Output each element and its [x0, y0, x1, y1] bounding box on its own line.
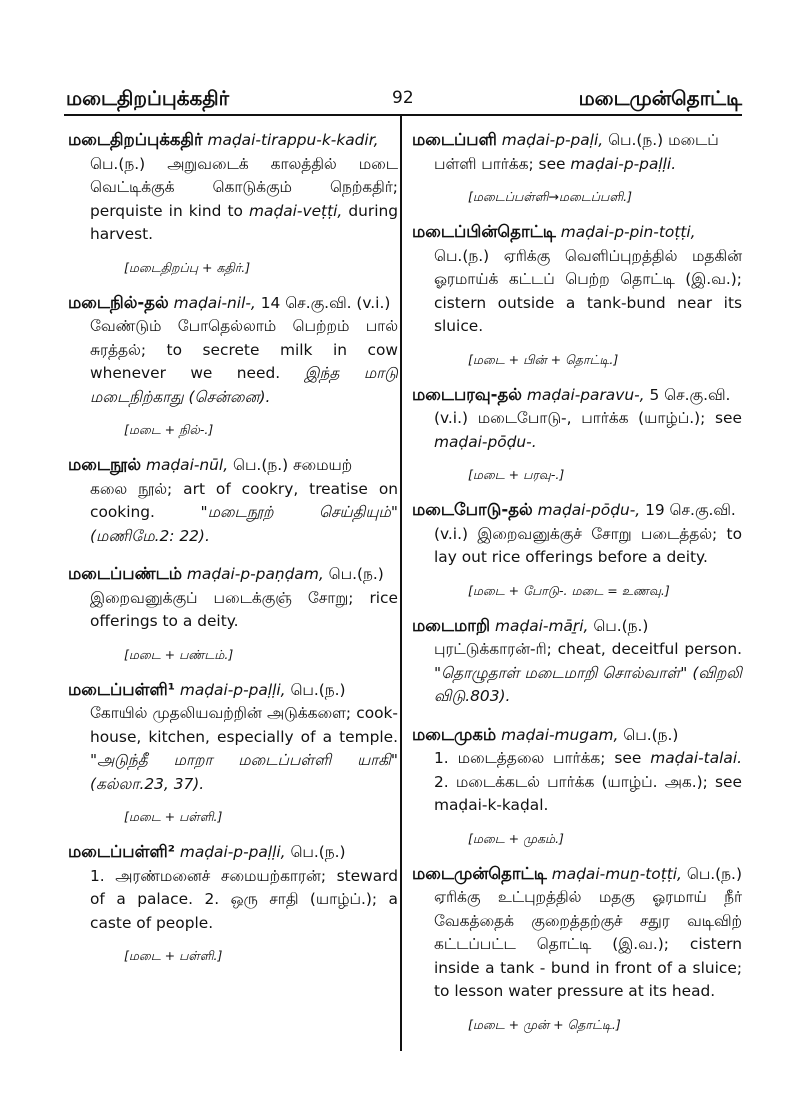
- entry-transliteration: maḍai-mugam,: [501, 725, 619, 744]
- entry-cross-reference: maḍai-veṭṭi,: [249, 201, 343, 220]
- right-column: [412, 128, 742, 1048]
- entry-transliteration: maḍai-p-paḷḷi,: [179, 843, 286, 861]
- entry-definition-text: கலை நூல்; art of cookry, treatise on cooking.: [90, 479, 398, 521]
- entry-citation: "அடுந்தீ மாறா மடைப்பள்ளி யாகி" (கல்லா.23, 37).: [90, 751, 398, 793]
- entry-definition: [412, 407, 742, 454]
- entry-definition: [68, 702, 398, 796]
- entry-definition: [412, 638, 742, 709]
- entry-definition-text: 1. அரண்மனைச் சமையற்காரன்; steward of a palace. 2. ஒரு சாதி (யாழ்ப்.); a caste of people.: [90, 866, 398, 932]
- entry-spacer: [68, 548, 398, 562]
- entry-transliteration: maḍai-tirappu-k-kadir,: [207, 131, 379, 149]
- entry-grammar: பெ.(ந.): [686, 864, 742, 883]
- entry-headword: மடைதிறப்புக்கதிர்: [68, 130, 203, 149]
- entry-definition-text: பெ.(ந.) ஏரிக்கு வெளிப்புறத்தில் மதகின் ஓரமாய்க் கட்டப் பெற்ற தொட்டி (இ.வ.); cistern outside a tank-bund near its sluice.: [434, 246, 742, 335]
- entry-headword: மடைப்பள்ளி¹: [68, 679, 175, 699]
- entry-etymology: [மடை + பண்டம்.]: [124, 646, 234, 662]
- entry-citation: இந்த மாடு மடைநிற்காது (சென்னை).: [90, 364, 398, 406]
- entry-transliteration: maḍai-nūl,: [145, 456, 229, 474]
- entry-definition-text: 1. மடைத்தலை பார்க்க; see: [434, 749, 651, 767]
- entry-transliteration: maḍai-muṉ-toṭṭi,: [551, 864, 682, 883]
- entry-definition-text: ஏரிக்கு உட்புறத்தில் மதகு ஓரமாய் நீர் வேகத்தைக் குறைத்தற்குச் சதுர வடிவிற் கட்டப்பட்ட தொட்டி (இ.வ.); cistern inside a tank - bund in front of a sluice; to lesson water pressure at its head.: [434, 888, 742, 1000]
- entry-etymology: [மடை + பள்ளி.]: [124, 809, 223, 824]
- entry-etymology: [மடை + முகம்.]: [468, 830, 564, 846]
- entry-headword: மடைபோடு-தல்: [412, 500, 533, 519]
- entry-definition: [68, 315, 398, 409]
- entry-headword: மடைநில்-தல்: [68, 292, 169, 312]
- dictionary-entry: [68, 453, 398, 548]
- entry-definition-text: (v.i.) மடைபோடு-, பார்க்க (யாழ்ப்.); see: [434, 409, 742, 427]
- entry-etymology: [மடை + போடு-. மடை = உணவு.]: [468, 582, 670, 598]
- dictionary-entry: [412, 498, 742, 570]
- entry-etymology: [மடைதிறப்பு + கதிர்.]: [124, 259, 251, 275]
- entry-first-line: [68, 128, 398, 153]
- entry-grammar: பெ.(ந.): [328, 565, 384, 583]
- entry-headword: மடைபரவு-தல்: [412, 384, 522, 404]
- dictionary-entry: [68, 128, 398, 247]
- entry-etymology: [மடை + நில்-.]: [124, 422, 214, 437]
- entry-transliteration: maḍai-p-paṇḍam,: [186, 565, 324, 583]
- left-column: [68, 128, 398, 979]
- entry-etymology: [மடை + பரவு-.]: [468, 467, 565, 482]
- entry-spacer: [412, 709, 742, 723]
- entry-grammar: 19 செ.கு.வி.: [645, 501, 736, 519]
- dictionary-entry: [412, 723, 742, 818]
- entry-etymology: [மடைப்பள்ளி→மடைப்பளி.]: [468, 189, 632, 204]
- entry-headword: மடைமுகம்: [412, 724, 497, 744]
- entry-definition-text: புரட்டுக்காரன்-ரி; cheat, deceitful person.: [434, 640, 742, 658]
- entry-definition: [68, 865, 398, 936]
- entry-first-line: [68, 453, 398, 478]
- dictionary-entry: [412, 862, 742, 1004]
- entry-headword: மடைமாறி: [412, 615, 491, 635]
- entry-definition-text: பெ.(ந.) அறுவடைக் காலத்தில் மடை வெட்டிக்குக் கொடுக்கும் நெற்கதிர்; perquiste in kind to: [90, 154, 398, 220]
- entry-headword: மடைமுன்தொட்டி: [412, 863, 547, 883]
- entry-first-line: [68, 678, 398, 703]
- entry-transliteration: maḍai-paravu-,: [526, 385, 645, 404]
- entry-first-line: [412, 128, 742, 153]
- dictionary-entry: [68, 678, 398, 797]
- entry-headword: மடைப்பள்ளி²: [68, 842, 175, 861]
- dictionary-entry: [412, 220, 742, 339]
- dictionary-entry: [68, 562, 398, 634]
- entry-definition: [68, 478, 398, 549]
- entry-definition-text: இறைவனுக்குப் படைக்குஞ் சோறு; rice offerings to a deity.: [90, 588, 398, 630]
- header-left-guide-word: மடைதிறப்புக்கதிர்: [66, 86, 230, 110]
- entry-cross-reference: maḍai-pōḍu-.: [434, 432, 537, 451]
- entry-etymology: [மடை + பள்ளி.]: [124, 948, 223, 963]
- dictionary-entry: [412, 128, 742, 176]
- entry-first-line: [68, 840, 398, 865]
- entry-grammar: 14 செ.கு.வி. (v.i.): [260, 293, 391, 312]
- entry-headword: மடைநூல்: [68, 455, 142, 474]
- entry-citation: "மடைநூற் செய்தியும்" (மணிமே.2: 22).: [90, 503, 398, 545]
- entry-transliteration: maḍai-p-paḷḷi,: [179, 680, 286, 699]
- entry-first-line: [412, 383, 742, 408]
- entry-definition: [68, 587, 398, 634]
- entry-first-line: [412, 220, 742, 245]
- entry-definition: [68, 153, 398, 247]
- dictionary-entry: [68, 291, 398, 410]
- entry-grammar: பெ.(ந.): [623, 725, 679, 744]
- dictionary-entry: [68, 840, 398, 935]
- column-divider: [400, 116, 402, 1051]
- entry-definition: [412, 245, 742, 339]
- header-rule: [64, 114, 742, 116]
- entry-headword: மடைப்பின்தொட்டி: [412, 222, 556, 241]
- dictionary-entry: [412, 383, 742, 455]
- entry-first-line: [412, 723, 742, 748]
- entry-citation: "தொழுதாள் மடைமாறி சொல்வாள்" (விறலி விடு.803).: [434, 663, 742, 705]
- entry-first-line: [412, 614, 742, 639]
- entry-definition-text: பள்ளி பார்க்க; see: [434, 154, 571, 173]
- entry-definition-tail: 2. மடைக்கடல் பார்க்க (யாழ்ப். அக.); see maḍai-k-kaḍal.: [434, 772, 742, 814]
- entry-definition-text: வேண்டும் போதெல்லாம் பெற்றம் பால் சுரத்தல்; to secrete milk in cow whenever we need.: [90, 317, 398, 382]
- entry-transliteration: maḍai-p-pin-toṭṭi,: [560, 223, 696, 241]
- entry-transliteration: maḍai-māṟi,: [495, 616, 589, 635]
- entry-grammar: பெ.(ந.): [290, 843, 346, 861]
- entry-transliteration: maḍai-pōḍu-,: [537, 501, 641, 519]
- entry-definition: [412, 747, 742, 818]
- entry-definition: [412, 523, 742, 570]
- entry-definition-tail: during harvest.: [90, 201, 398, 243]
- entry-first-line: [68, 562, 398, 587]
- entry-cross-reference: maḍai-talai.: [650, 749, 742, 767]
- entry-first-line: [68, 291, 398, 316]
- entry-grammar: 5 செ.கு.வி.: [649, 385, 731, 404]
- entry-definition-text: (v.i.) இறைவனுக்குச் சோறு படைத்தல்; to lay out rice offerings before a deity.: [434, 524, 742, 566]
- page-number: 92: [392, 88, 414, 108]
- entry-transliteration: maḍai-p-paḷi,: [501, 131, 604, 149]
- entry-definition-text: கோயில் முதலியவற்றின் அடுக்களை; cook-house, kitchen, especially of a temple.: [90, 704, 398, 746]
- entry-headword: மடைப்பண்டம்: [68, 564, 182, 583]
- dictionary-entry: [412, 614, 742, 709]
- entry-grammar: பெ.(ந.): [290, 680, 346, 699]
- entry-transliteration: maḍai-nil-,: [173, 293, 256, 312]
- entry-etymology: [மடை + பின் + தொட்டி.]: [468, 351, 619, 367]
- entry-grammar: பெ.(ந.) சமையற்: [233, 456, 353, 474]
- header-right-guide-word: மடைமுன்தொட்டி: [578, 86, 742, 110]
- entry-etymology: [மடை + முன் + தொட்டி.]: [468, 1016, 621, 1032]
- entry-cross-reference: maḍai-p-paḷḷi.: [570, 154, 677, 173]
- entry-grammar: பெ.(ந.): [593, 616, 649, 635]
- entry-headword: மடைப்பளி: [412, 130, 497, 149]
- entry-definition: [412, 886, 742, 1004]
- entry-grammar: பெ.(ந.) மடைப்: [608, 131, 719, 149]
- entry-definition: [412, 153, 742, 177]
- entry-first-line: [412, 862, 742, 887]
- entry-first-line: [412, 498, 742, 523]
